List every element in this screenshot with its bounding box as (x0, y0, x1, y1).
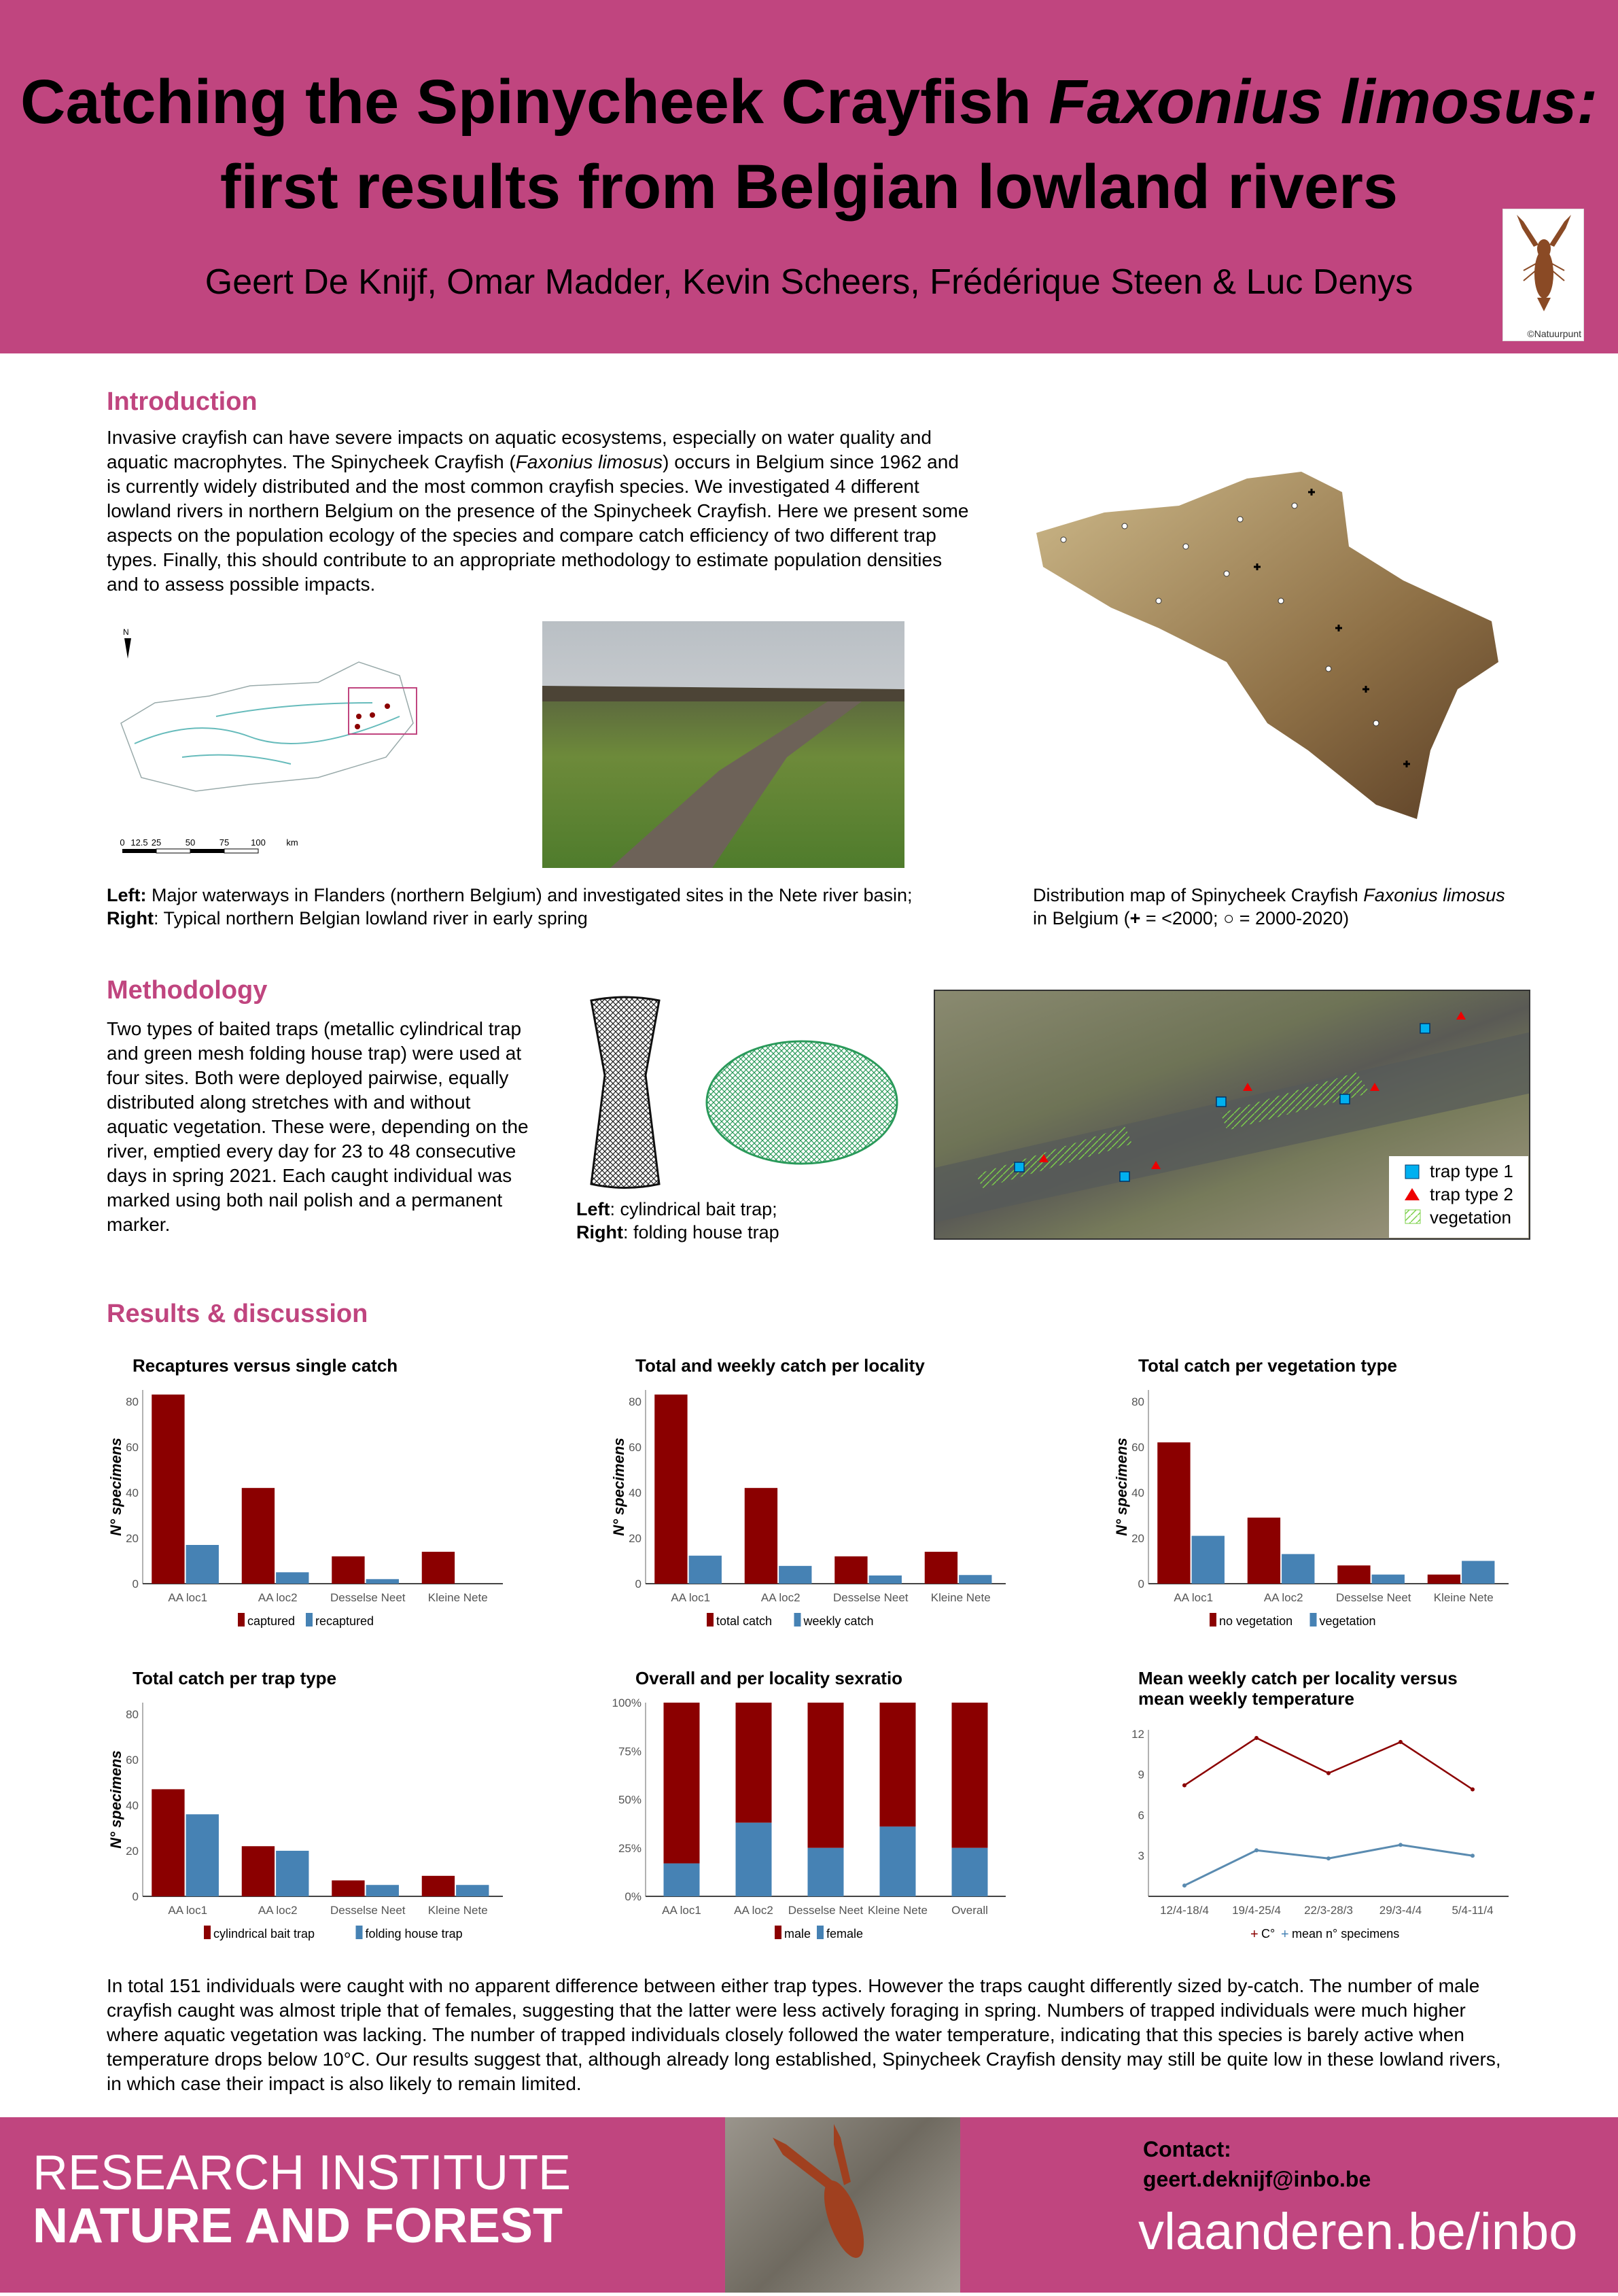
bar-vegetation (1192, 1536, 1225, 1584)
point-C- (1326, 1771, 1331, 1775)
chart-recaptures-svg (102, 1353, 523, 1645)
bar-vegetation (1462, 1561, 1494, 1584)
dist-end: = 2000-2020) (1234, 908, 1350, 928)
trap-photos (578, 994, 907, 1192)
x-tick-label: Kleine Nete (427, 1591, 488, 1604)
y-tick-label: 40 (629, 1486, 641, 1499)
scale-label: 25 (151, 837, 162, 848)
caption-left-text: Major waterways in Flanders (northern Belgium) and investigated sites in the Nete river basin; (146, 885, 913, 905)
x-tick-label: Kleine Nete (1433, 1591, 1494, 1604)
legend-vegetation: vegetation (1430, 1207, 1511, 1228)
results-heading: Results & discussion (107, 1300, 368, 1328)
chart-title: Overall and per locality sexratio (635, 1668, 903, 1688)
point-C- (1399, 1740, 1403, 1744)
y-tick-label: 12 (1131, 1727, 1144, 1741)
chart-vegetation-svg (1108, 1353, 1529, 1645)
point-mean-n-specimens (1254, 1848, 1259, 1852)
x-tick-label: AA loc1 (168, 1904, 208, 1917)
bar-weekly-catch (869, 1576, 902, 1584)
x-tick-label: AA loc2 (258, 1904, 298, 1917)
north-label: N (123, 627, 129, 637)
contact-email[interactable]: geert.deknijf@inbo.be (1143, 2167, 1371, 2191)
bar-folding-house-trap (366, 1885, 399, 1896)
x-tick-label: Desselse Neet (330, 1904, 406, 1917)
y-axis-label: N° specimens (1113, 1438, 1130, 1536)
caption-left-label: Left: (107, 885, 147, 905)
point-mean-n-specimens (1326, 1856, 1331, 1860)
legend-swatch (1210, 1613, 1216, 1627)
bar-folding-house-trap (186, 1814, 219, 1896)
bar-recaptured (186, 1545, 219, 1584)
contact-label: Contact: (1143, 2137, 1231, 2161)
legend-swatch (707, 1613, 714, 1627)
y-tick-label: 40 (1131, 1486, 1144, 1499)
legend-label: captured (247, 1614, 296, 1628)
y-tick-label: 6 (1138, 1809, 1144, 1822)
x-tick-label: Desselse Neet (330, 1591, 406, 1604)
flanders-waterways-map (114, 621, 427, 863)
x-tick-label: AA loc1 (671, 1591, 711, 1604)
legend-label: weekly catch (803, 1614, 874, 1628)
bar-total-catch (745, 1488, 777, 1584)
y-tick-label: 80 (629, 1395, 641, 1408)
dist-mid: = <2000; (1140, 908, 1223, 928)
crayfish-footer-photo (725, 2117, 960, 2293)
bar-recaptured (276, 1572, 309, 1584)
chart-sexratio (605, 1665, 1026, 1958)
point-C- (1254, 1736, 1259, 1740)
y-axis-label: N° specimens (107, 1438, 124, 1536)
bar-vegetation (1282, 1554, 1314, 1584)
chart-sexratio-svg (605, 1665, 1026, 1958)
bar-no-vegetation (1337, 1565, 1370, 1584)
trap-caption-right: : folding house trap (622, 1222, 779, 1242)
chart-total-weekly-svg (605, 1353, 1026, 1645)
y-tick-label: 60 (1131, 1440, 1144, 1454)
bar-male (952, 1703, 988, 1848)
authors: Geert De Knijf, Omar Madder, Kevin Scheers, Frédérique Steen & Luc Denys (205, 262, 1413, 302)
dist-caption-species: Faxonius limosus (1363, 885, 1505, 905)
x-tick-label: Kleine Nete (427, 1904, 488, 1917)
chart-recaptures (102, 1353, 523, 1645)
scale-unit: km (286, 837, 298, 848)
point-C- (1471, 1788, 1475, 1792)
bar-no-vegetation (1157, 1442, 1190, 1584)
x-tick-label: 19/4-25/4 (1232, 1904, 1281, 1917)
legend-label: vegetation (1319, 1614, 1376, 1628)
y-tick-label: 20 (1131, 1531, 1144, 1545)
legend-swatch (356, 1926, 363, 1939)
y-tick-label: 20 (629, 1531, 641, 1545)
bar-female (880, 1826, 916, 1896)
chart-temperature (1108, 1665, 1529, 1958)
trap-caption-left-label: Left (576, 1199, 610, 1219)
lowland-river-photo (542, 621, 904, 868)
y-tick-label: 60 (126, 1753, 139, 1767)
x-tick-label: 12/4-18/4 (1160, 1904, 1209, 1917)
line-C- (1184, 1738, 1473, 1790)
y-tick-label: 100% (612, 1697, 641, 1709)
y-tick-label: 40 (126, 1798, 139, 1812)
y-tick-label: 80 (126, 1395, 139, 1408)
y-tick-label: 9 (1138, 1768, 1144, 1781)
point-C- (1182, 1784, 1186, 1788)
x-tick-label: AA loc2 (258, 1591, 298, 1604)
y-tick-label: 3 (1138, 1849, 1144, 1863)
x-tick-label: Desselse Neet (1335, 1591, 1411, 1604)
bar-captured (242, 1488, 275, 1584)
legend-label: C° (1261, 1927, 1276, 1941)
intro-heading: Introduction (107, 387, 258, 416)
legend-swatch (817, 1926, 824, 1939)
bar-female (952, 1848, 988, 1896)
x-tick-label: Desselse Neet (832, 1591, 909, 1604)
chart-title: Total and weekly catch per locality (635, 1355, 925, 1376)
distribution-caption (1033, 884, 1549, 930)
bar-male (664, 1703, 700, 1864)
y-tick-label: 80 (1131, 1395, 1144, 1408)
bar-female (664, 1864, 700, 1896)
point-mean-n-specimens (1399, 1843, 1403, 1847)
intro-text-b: ) occurs in Belgium since 1962 and is currently widely distributed and the most common crayfish species. We investigated 4 different lowland rivers in northern Belgium on the presence of the Spinycheek Crayfish. Here we present some aspects on the population ecology of the species and compare catch efficiency of two different trap types. Finally, this should contribute to an appropriate methodology to estimate population densities and to assess possible impacts. (107, 451, 969, 595)
legend-label: female (826, 1927, 864, 1941)
legend-label: total catch (716, 1614, 773, 1628)
legend-label: recaptured (315, 1614, 374, 1628)
y-tick-label: 25% (618, 1841, 641, 1855)
bar-cylindrical-bait-trap (422, 1876, 455, 1896)
x-tick-label: 22/3-28/3 (1304, 1904, 1353, 1917)
bar-total-catch (925, 1552, 957, 1584)
chart-vegetation (1108, 1353, 1529, 1645)
legend-label: mean n° specimens (1292, 1927, 1400, 1941)
legend-label: male (784, 1927, 811, 1941)
legend-trap-type-1: trap type 1 (1430, 1161, 1513, 1181)
trap-caption-left: : cylindrical bait trap; (610, 1199, 777, 1219)
methodology-heading: Methodology (107, 976, 268, 1005)
bar-female (736, 1823, 772, 1896)
x-tick-label: Desselse Neet (788, 1904, 864, 1917)
bar-weekly-catch (689, 1556, 722, 1584)
legend-marker: + (1281, 1927, 1289, 1942)
title-line-1 (0, 61, 1618, 143)
bar-cylindrical-bait-trap (242, 1846, 275, 1896)
bar-total-catch (654, 1395, 687, 1584)
x-tick-label: Kleine Nete (930, 1591, 991, 1604)
x-tick-label: 29/3-4/4 (1379, 1904, 1422, 1917)
scale-label: 12.5 (130, 837, 148, 848)
title-text: Catching the Spinycheek Crayfish (20, 67, 1049, 137)
x-tick-label: AA loc1 (1174, 1591, 1214, 1604)
bar-male (736, 1703, 772, 1823)
scale-label: 75 (219, 837, 230, 848)
chart-title: Mean weekly catch per locality versus (1138, 1668, 1458, 1688)
bar-folding-house-trap (456, 1885, 489, 1896)
image-credit: ©Natuurpunt (1527, 328, 1581, 339)
x-tick-label: AA loc2 (1263, 1591, 1303, 1604)
x-tick-label: AA loc1 (168, 1591, 208, 1604)
point-mean-n-specimens (1471, 1854, 1475, 1858)
intro-species: Faxonius limosus (515, 451, 663, 472)
trap-caption (576, 1198, 916, 1244)
bar-cylindrical-bait-trap (152, 1789, 184, 1896)
institute-line-1: RESEARCH INSTITUTE (33, 2146, 571, 2200)
y-tick-label: 80 (126, 1707, 139, 1721)
legend-label: cylindrical bait trap (213, 1927, 315, 1941)
bar-no-vegetation (1428, 1575, 1460, 1584)
scale-label: 50 (185, 837, 196, 848)
y-tick-label: 40 (126, 1486, 139, 1499)
bar-male (808, 1703, 844, 1848)
bar-weekly-catch (779, 1566, 811, 1584)
waterways-caption (107, 884, 990, 930)
crayfish-photo (1502, 209, 1584, 341)
aerial-site-photo (934, 990, 1530, 1240)
x-tick-label: AA loc2 (760, 1591, 801, 1604)
scale-label: 0 (120, 837, 125, 848)
bar-captured (152, 1395, 184, 1584)
y-tick-label: 0 (132, 1890, 139, 1903)
y-tick-label: 60 (629, 1440, 641, 1454)
legend-label: no vegetation (1219, 1614, 1293, 1628)
bar-captured (332, 1556, 364, 1584)
scale-label: 100 (251, 837, 266, 848)
legend-swatch (1310, 1613, 1317, 1627)
x-tick-label: Overall (951, 1904, 988, 1917)
bar-total-catch (834, 1556, 867, 1584)
trap-caption-right-label: Right (576, 1222, 623, 1242)
dist-caption-b: in Belgium ( (1033, 908, 1130, 928)
legend-trap-type-2: trap type 2 (1430, 1184, 1513, 1204)
y-tick-label: 20 (126, 1844, 139, 1858)
y-tick-label: 0 (1138, 1578, 1144, 1590)
bar-male (880, 1703, 916, 1826)
chart-trap-type-svg (102, 1665, 523, 1958)
y-tick-label: 0 (132, 1578, 139, 1590)
bar-vegetation (1372, 1575, 1405, 1584)
north-arrow-icon (124, 638, 131, 659)
chart-temperature-svg (1108, 1665, 1529, 1958)
bar-female (808, 1848, 844, 1896)
chart-title: Recaptures versus single catch (133, 1355, 398, 1376)
y-tick-label: 20 (126, 1531, 139, 1545)
legend-swatch (775, 1926, 781, 1939)
institute-line-2: NATURE AND FOREST (33, 2199, 563, 2253)
contact (1143, 2134, 1371, 2194)
intro-text (107, 425, 970, 597)
legend-label: folding house trap (365, 1927, 463, 1941)
y-tick-label: 0% (625, 1890, 641, 1903)
y-tick-label: 75% (618, 1745, 641, 1758)
results-text: In total 151 individuals were caught with no apparent difference between either trap types. However the traps caught differently sized by-catch. The number of male crayfish caught was almost triple that of females, suggesting that the latter were less actively foraging in spring. Numbers of trapped individuals were much higher where aquatic vegetation was lacking. The number of trapped individuals closely followed the water temperature, indicating that this species is barely active when temperature drops below 10°C. Our results suggest that, although already long established, Spinycheek Crayfish density may still be quite low in these lowland rivers, in which case their impact is also likely to remain limited. (107, 1975, 1501, 2094)
x-tick-label: 5/4-11/4 (1452, 1904, 1494, 1917)
caption-right-text: : Typical northern Belgian lowland river in early spring (153, 908, 588, 928)
bar-captured (422, 1552, 455, 1584)
y-tick-label: 50% (618, 1793, 641, 1807)
methodology-text: Two types of baited traps (metallic cylindrical trap and green mesh folding house trap) were used at four sites. Both were deployed pairwise, equally distributed along stretches with and without aquatic vegetation. These were, depending on the river, emptied every day for 23 to 48 consecutive days in spring 2021. Each caught individual was marked using both nail polish and a permanent marker. (107, 1018, 529, 1235)
y-tick-label: 60 (126, 1440, 139, 1454)
title-species: Faxonius limosus: (1049, 67, 1598, 137)
dist-circle: ○ (1223, 908, 1235, 928)
legend-marker: + (1250, 1927, 1259, 1942)
y-tick-label: 0 (635, 1578, 641, 1590)
legend-swatch (238, 1613, 245, 1627)
title-line-2: first results from Belgian lowland rivers (219, 152, 1399, 222)
website-link[interactable]: vlaanderen.be/inbo (1138, 2203, 1578, 2261)
chart-trap-type (102, 1665, 523, 1958)
bar-recaptured (366, 1579, 399, 1584)
bar-no-vegetation (1248, 1518, 1280, 1584)
y-axis-label: N° specimens (107, 1750, 124, 1849)
line-mean-n-specimens (1184, 1845, 1473, 1885)
bar-weekly-catch (959, 1575, 991, 1584)
dist-plus: + (1129, 908, 1141, 928)
dist-caption-a: Distribution map of Spinycheek Crayfish (1033, 885, 1364, 905)
caption-right-label: Right (107, 908, 154, 928)
chart-title-line-2: mean weekly temperature (1138, 1688, 1354, 1709)
y-axis-label: N° specimens (610, 1438, 627, 1536)
legend-swatch (306, 1613, 313, 1627)
chart-total-weekly (605, 1353, 1026, 1645)
x-tick-label: AA loc2 (734, 1904, 773, 1917)
bar-cylindrical-bait-trap (332, 1881, 364, 1896)
legend-swatch (794, 1613, 801, 1627)
legend-swatch (204, 1926, 211, 1939)
belgium-distribution-map (1023, 465, 1534, 819)
intro-text-a: Invasive crayfish can have severe impacts on aquatic ecosystems, especially on water quality and aquatic macrophytes. The Spinycheek Crayfish ( (107, 427, 932, 472)
chart-title: Total catch per trap type (133, 1668, 337, 1688)
x-tick-label: AA loc1 (662, 1904, 701, 1917)
x-tick-label: Kleine Nete (868, 1904, 928, 1917)
point-mean-n-specimens (1182, 1883, 1186, 1888)
chart-title: Total catch per vegetation type (1138, 1355, 1397, 1376)
bar-folding-house-trap (276, 1851, 309, 1896)
